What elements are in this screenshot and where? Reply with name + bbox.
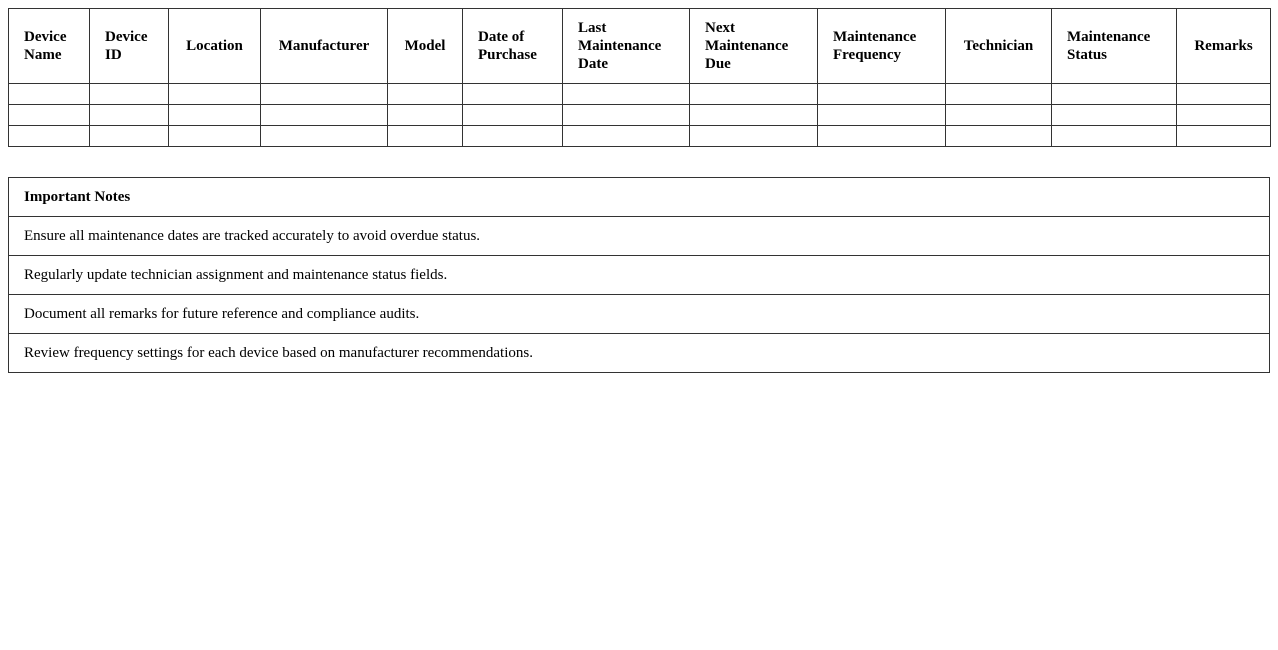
table-cell[interactable]	[690, 126, 818, 147]
table-cell[interactable]	[1177, 126, 1271, 147]
table-cell[interactable]	[690, 84, 818, 105]
table-cell[interactable]	[388, 84, 463, 105]
table-cell[interactable]	[388, 126, 463, 147]
table-cell[interactable]	[818, 126, 946, 147]
table-cell[interactable]	[563, 126, 690, 147]
notes-title: Important Notes	[9, 178, 1270, 217]
table-cell[interactable]	[1177, 105, 1271, 126]
table-row	[9, 105, 1271, 126]
column-header-device-id: Device ID	[90, 9, 169, 84]
table-cell[interactable]	[388, 105, 463, 126]
table-cell[interactable]	[818, 84, 946, 105]
note-item: Document all remarks for future reference and compliance audits.	[9, 295, 1270, 334]
note-item: Ensure all maintenance dates are tracked accurately to avoid overdue status.	[9, 217, 1270, 256]
table-cell[interactable]	[169, 105, 261, 126]
table-cell[interactable]	[90, 84, 169, 105]
table-cell[interactable]	[946, 105, 1052, 126]
table-cell[interactable]	[563, 84, 690, 105]
table-cell[interactable]	[1052, 126, 1177, 147]
table-cell[interactable]	[90, 105, 169, 126]
column-header-device-name: Device Name	[9, 9, 90, 84]
table-row	[9, 84, 1271, 105]
table-cell[interactable]	[169, 126, 261, 147]
note-row	[9, 256, 1270, 295]
column-header-last-maintenance-date: Last Maintenance Date	[563, 9, 690, 84]
table-row	[9, 126, 1271, 147]
table-cell[interactable]	[261, 126, 388, 147]
column-header-manufacturer: Manufacturer	[261, 9, 388, 84]
table-cell[interactable]	[9, 105, 90, 126]
table-cell[interactable]	[463, 105, 563, 126]
device-maintenance-table	[8, 8, 1271, 147]
table-cell[interactable]	[9, 84, 90, 105]
table-cell[interactable]	[690, 105, 818, 126]
table-cell[interactable]	[1052, 105, 1177, 126]
column-header-location: Location	[169, 9, 261, 84]
table-cell[interactable]	[261, 84, 388, 105]
column-header-model: Model	[388, 9, 463, 84]
notes-header-row	[9, 178, 1270, 217]
note-item: Review frequency settings for each device based on manufacturer recommendations.	[9, 334, 1270, 373]
table-cell[interactable]	[1052, 84, 1177, 105]
table-cell[interactable]	[818, 105, 946, 126]
table-cell[interactable]	[563, 105, 690, 126]
table-cell[interactable]	[463, 84, 563, 105]
column-header-maintenance-status: Maintenance Status	[1052, 9, 1177, 84]
column-header-next-maintenance-due: Next Maintenance Due	[690, 9, 818, 84]
note-item: Regularly update technician assignment and maintenance status fields.	[9, 256, 1270, 295]
column-header-date-of-purchase: Date of Purchase	[463, 9, 563, 84]
column-header-remarks: Remarks	[1177, 9, 1271, 84]
table-cell[interactable]	[90, 126, 169, 147]
column-header-technician: Technician	[946, 9, 1052, 84]
table-cell[interactable]	[169, 84, 261, 105]
table-cell[interactable]	[463, 126, 563, 147]
table-cell[interactable]	[1177, 84, 1271, 105]
table-header-row	[9, 9, 1271, 84]
table-cell[interactable]	[261, 105, 388, 126]
column-header-maintenance-frequency: Maintenance Frequency	[818, 9, 946, 84]
note-row	[9, 295, 1270, 334]
note-row	[9, 217, 1270, 256]
note-row	[9, 334, 1270, 373]
table-cell[interactable]	[946, 126, 1052, 147]
table-cell[interactable]	[946, 84, 1052, 105]
important-notes-table	[8, 177, 1270, 373]
table-cell[interactable]	[9, 126, 90, 147]
